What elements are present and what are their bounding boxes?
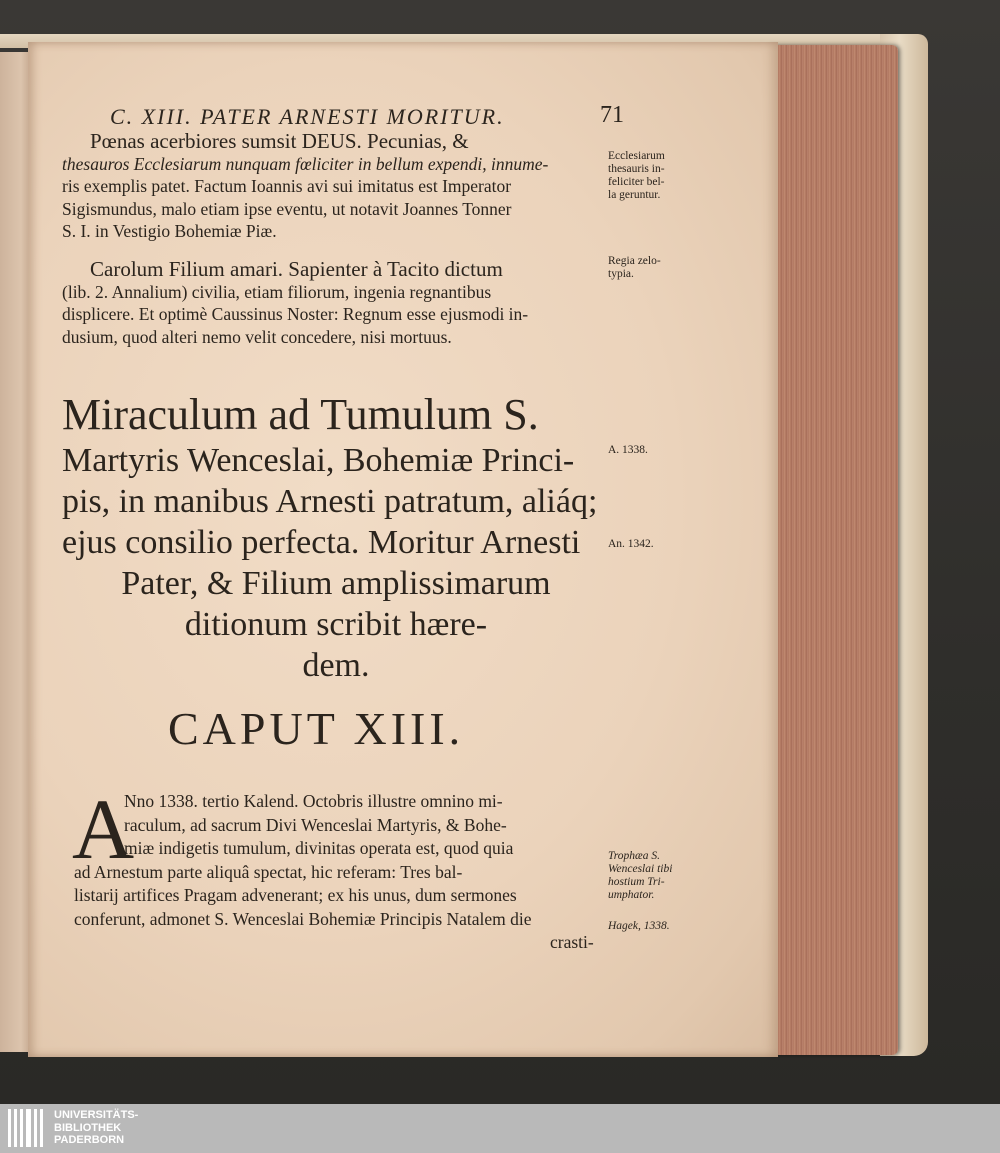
title-line: dem. xyxy=(302,647,370,684)
left-facing-page xyxy=(0,52,31,1052)
text-line: (lib. 2. Annalium) civilia, etiam filiorum, ingenia regnantibus xyxy=(62,281,492,302)
title-line: Martyris Wenceslai, Bohemiæ Princi- xyxy=(62,442,575,479)
marginal-note-3 xyxy=(608,444,648,457)
drop-capital: A xyxy=(72,781,135,877)
caput-heading: CAPUT XIII. xyxy=(168,703,465,754)
text-line: displicere. Et optimè Caussinus Noster: Regnum esse ejusmodi in- xyxy=(62,304,529,324)
title-line: pis, in manibus Arnesti patratum, aliáq; xyxy=(62,483,598,520)
margin-line: Ecclesiarum xyxy=(608,150,665,162)
margin-line: Trophæa S. xyxy=(608,850,660,862)
page-number: 71 xyxy=(600,102,624,128)
body-text xyxy=(62,790,612,955)
library-logo-icon xyxy=(8,1109,48,1147)
title-line: Pater, & Filium amplissimarum xyxy=(121,565,551,602)
title-line: Miraculum ad Tumulum S. xyxy=(62,390,539,439)
text-line: conferunt, admonet S. Wenceslai Bohemiæ Principis Natalem die xyxy=(74,908,532,929)
margin-line: typia. xyxy=(608,268,634,280)
margin-line: hostium Tri- xyxy=(608,876,665,888)
text-line: S. I. in Vestigio Bohemiæ Piæ. xyxy=(62,221,277,241)
margin-line: Regia zelo- xyxy=(608,255,661,267)
text-line: raculum, ad sacrum Divi Wenceslai Martyris, & Bohe- xyxy=(124,814,507,835)
text-line: Nno 1338. tertio Kalend. Octobris illustre omnino mi- xyxy=(124,791,503,811)
text-line: ris exemplis patet. Factum Ioannis avi sui imitatus est Imperator xyxy=(62,176,512,196)
margin-line: Hagek, 1338. xyxy=(608,920,670,932)
page-edges-stack xyxy=(768,45,898,1055)
marginal-note-4 xyxy=(608,538,654,551)
text-line: listarij artifices Pragam advenerant; ex his unus, dum sermones xyxy=(74,885,517,905)
text-line: Sigismundus, malo etiam ipse eventu, ut notavit Joannes Tonner xyxy=(62,198,512,219)
marginal-note-2 xyxy=(608,255,661,281)
margin-line: feliciter bel- xyxy=(608,176,665,188)
chapter-title xyxy=(62,390,610,686)
margin-line: la geruntur. xyxy=(608,189,661,201)
library-name-line: BIBLIOTHEK xyxy=(54,1121,122,1134)
title-line: ejus consilio perfecta. Moritur Arnesti xyxy=(62,524,581,561)
text-line: crasti- xyxy=(550,932,594,952)
title-line: ditionum scribit hære- xyxy=(184,606,488,643)
marginal-note-1 xyxy=(608,150,665,202)
paragraph-2 xyxy=(62,258,607,348)
margin-line: Wenceslai tibi xyxy=(608,863,673,875)
text-line: miæ indigetis tumulum, divinitas operata est, quod quia xyxy=(124,838,514,858)
text-line: thesauros Ecclesiarum nunquam fœliciter in bellum expendi, innume- xyxy=(62,153,549,174)
running-title: C. XIII. PATER ARNESTI MORITUR. xyxy=(110,104,505,129)
text-line: dusium, quod alteri nemo velit concedere, nisi mortuus. xyxy=(62,326,452,347)
marginal-note-6 xyxy=(608,920,670,933)
margin-line: umphator. xyxy=(608,889,655,901)
library-name-line: UNIVERSITÄTS- xyxy=(54,1109,139,1121)
margin-line: An. 1342. xyxy=(608,538,654,550)
library-name xyxy=(54,1109,138,1147)
library-name-line: PADERBORN xyxy=(54,1134,125,1146)
margin-line: thesauris in- xyxy=(608,163,665,175)
marginal-note-5 xyxy=(608,850,672,902)
library-footer-banner xyxy=(0,1104,1000,1153)
margin-line: A. 1338. xyxy=(608,444,648,456)
paragraph-1 xyxy=(62,130,607,243)
text-line: Carolum Filium amari. Sapienter à Tacito dictum xyxy=(90,257,503,281)
text-line: ad Arnestum parte aliquâ spectat, hic referam: Tres bal- xyxy=(74,861,463,882)
running-header xyxy=(110,104,630,130)
text-line: Pœnas acerbiores sumsit DEUS. Pecunias, & xyxy=(90,129,469,153)
